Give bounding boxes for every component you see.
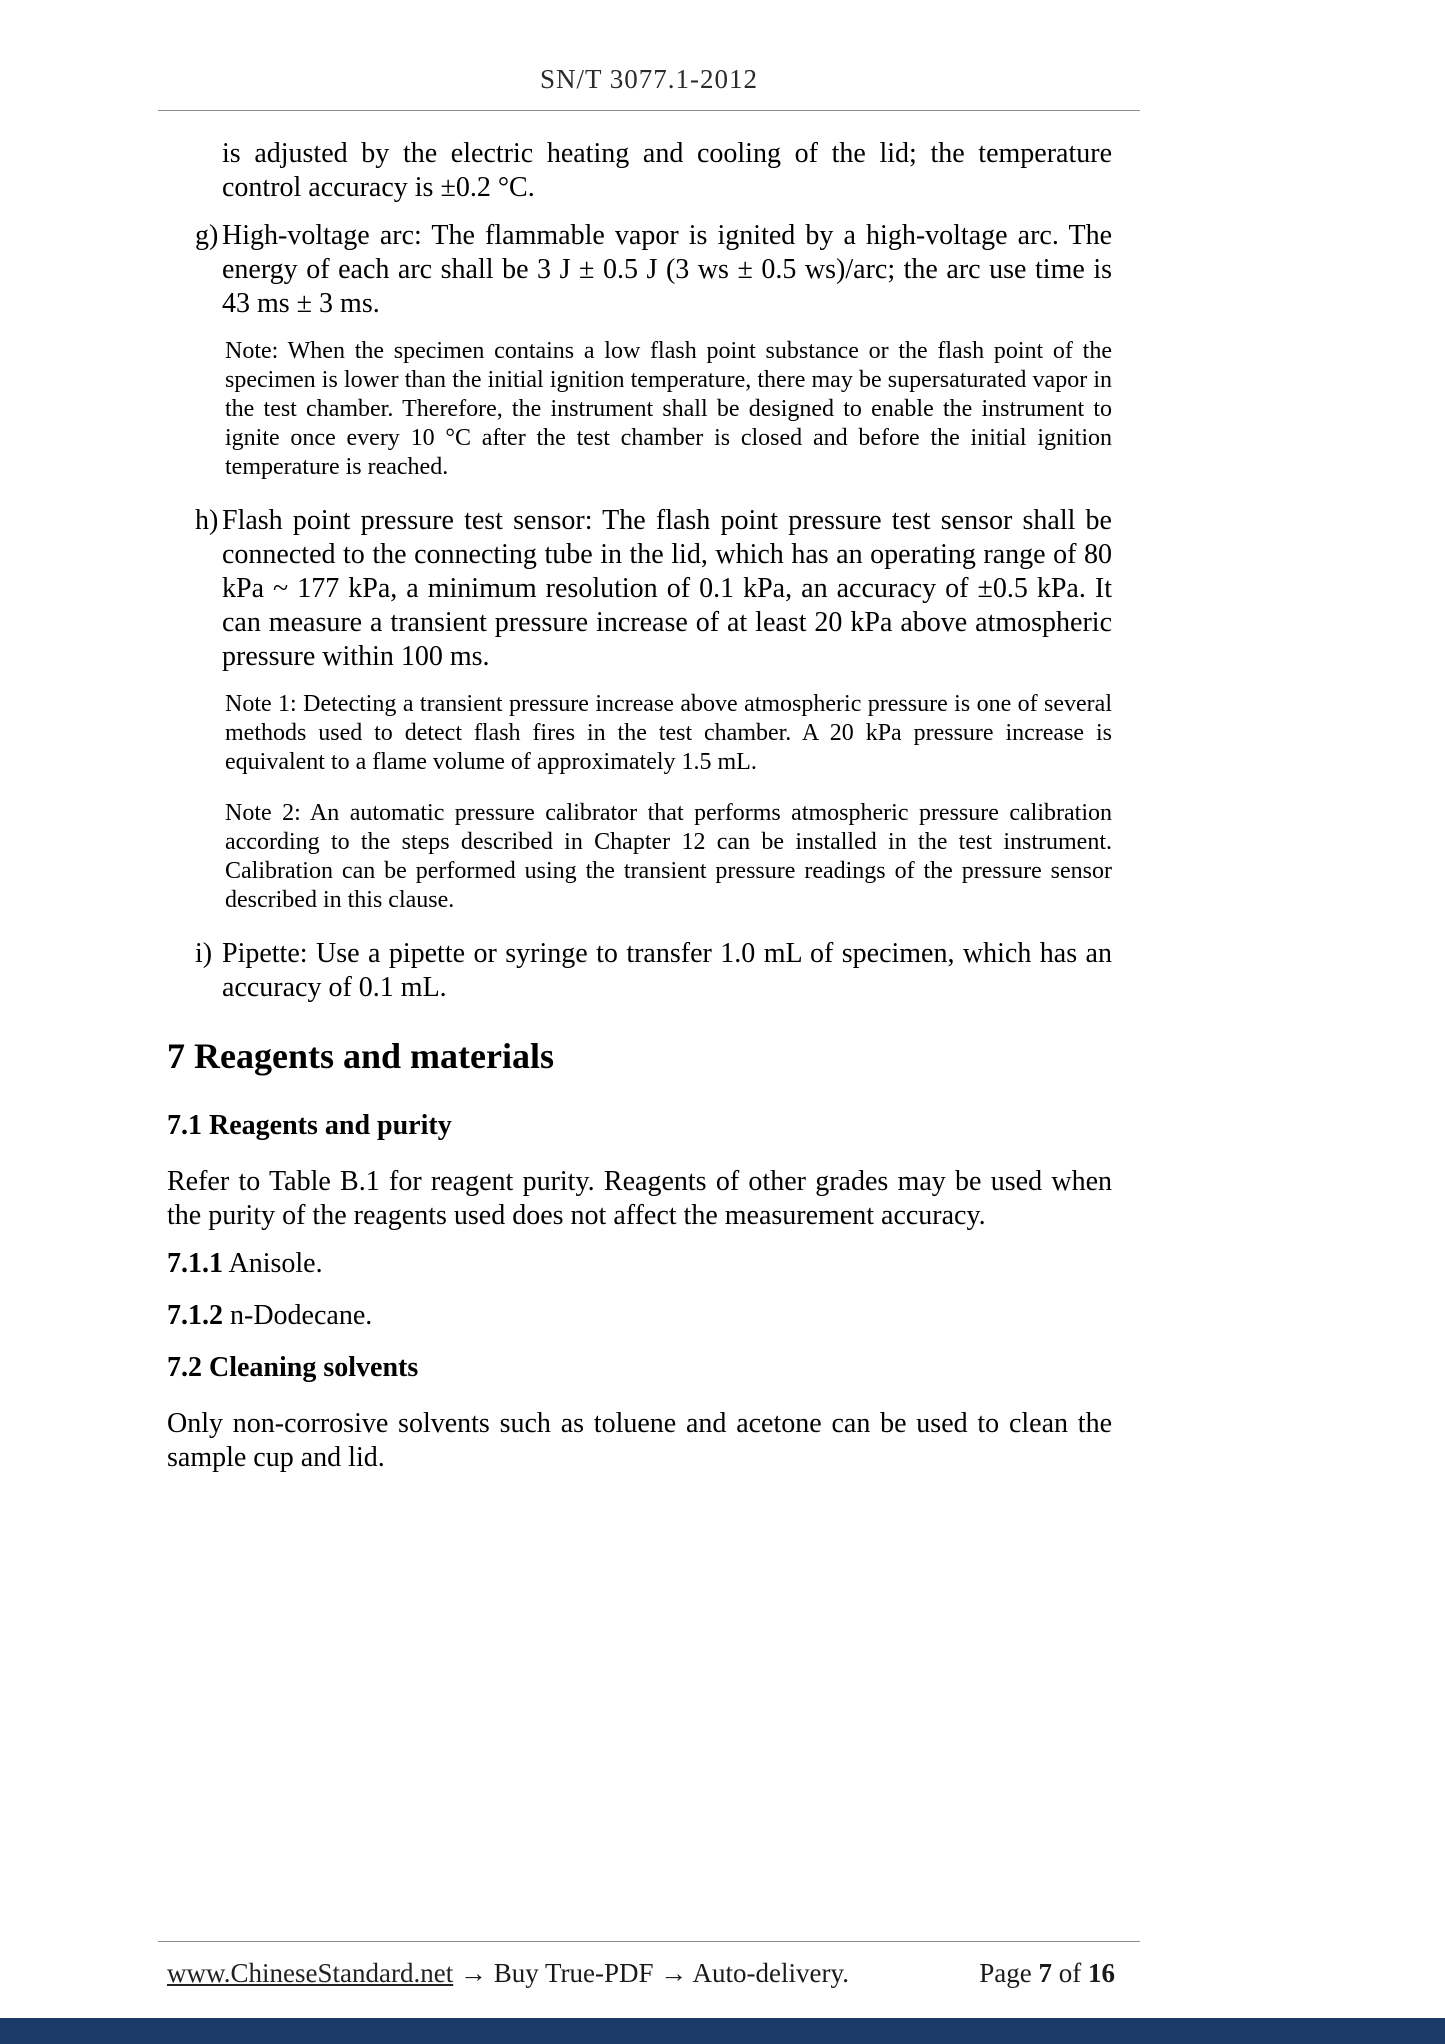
page-label: Page <box>979 1958 1032 1988</box>
list-text-i: Pipette: Use a pipette or syringe to transfer 1.0 mL of specimen, which has an accuracy of 0.1 mL. <box>222 938 1112 1003</box>
list-label-g: g) <box>195 220 219 251</box>
footer-link[interactable]: www.ChineseStandard.net <box>167 1958 454 1988</box>
arrow-right-icon: → <box>459 1958 487 1988</box>
page-footer <box>167 1958 1115 1989</box>
clause-number-7-1-2: 7.1.2 <box>167 1300 223 1331</box>
subsection-heading-7-2: 7.2 Cleaning solvents <box>167 1352 419 1383</box>
page-total: 16 <box>1088 1958 1115 1988</box>
footer-source-line <box>167 1958 849 1989</box>
section-heading-7: 7 Reagents and materials <box>167 1036 554 1076</box>
paragraph-7-1: Refer to Table B.1 for reagent purity. Reagents of other grades may be used when the purity of the reagents used does not affect the measurement accuracy. <box>167 1166 1112 1231</box>
document-body <box>167 111 1112 1475</box>
arrow-right-icon: → <box>660 1958 688 1988</box>
footer-delivery-text: Auto-delivery. <box>692 1958 849 1988</box>
of-label: of <box>1058 1958 1082 1988</box>
clause-7-1-2 <box>167 1299 1112 1333</box>
list-text-h: Flash point pressure test sensor: The flash point pressure test sensor shall be connected to the connecting tube in the lid, which has an operating range of 80 kPa ~ 177 kPa, a minimum resolution of 0.1 kPa, an accuracy of ±0.5 kPa. It can measure a transient pressure increase of at least 20 kPa above atmospheric pressure within 100 ms. <box>222 505 1112 672</box>
list-text-g: High-voltage arc: The flammable vapor is ignited by a high-voltage arc. The energy of each arc shall be 3 J ± 0.5 J (3 ws ± 0.5 ws)/arc; the arc use time is 43 ms ± 3 ms. <box>222 220 1112 319</box>
subsection-heading-7-1: 7.1 Reagents and purity <box>167 1110 452 1141</box>
clause-text-7-1-2: n-Dodecane. <box>230 1300 373 1331</box>
note-h-2: Note 2: An automatic pressure calibrator that performs atmospheric pressure calibration according to the steps described in Chapter 12 can be installed in the test instrument. Calibration can be performed using the transient pressure readings of the pressure sensor described in this clause. <box>225 800 1112 913</box>
list-item-i <box>167 937 1112 1005</box>
list-item-g <box>167 219 1112 321</box>
paragraph-intro: is adjusted by the electric heating and cooling of the lid; the temperature control accuracy is ±0.2 °C. <box>222 138 1112 203</box>
paragraph-7-2: Only non-corrosive solvents such as toluene and acetone can be used to clean the sample cup and lid. <box>167 1408 1112 1473</box>
bottom-accent-bar <box>0 2018 1445 2044</box>
list-item-h <box>167 504 1112 674</box>
list-label-i: i) <box>195 938 213 969</box>
note-h-1: Note 1: Detecting a transient pressure increase above atmospheric pressure is one of several methods used to detect flash fires in the test chamber. A 20 kPa pressure increase is equivalent to a flame volume of approximately 1.5 mL. <box>225 691 1112 775</box>
header-title: SN/T 3077.1-2012 <box>539 64 758 94</box>
note-g: Note: When the specimen contains a low flash point substance or the flash point of the specimen is lower than the initial ignition temperature, there may be supersaturated vapor in the test chamber. Therefore, the instrument shall be designed to enable the instrument to ignite once every 10 °C after the test chamber is closed and before the initial ignition temperature is reached. <box>225 338 1112 480</box>
page-indicator <box>979 1958 1115 1989</box>
list-label-h: h) <box>195 505 219 536</box>
clause-number-7-1-1: 7.1.1 <box>167 1248 223 1279</box>
footer-buy-text: Buy True-PDF <box>493 1958 654 1988</box>
page-number: 7 <box>1038 1958 1052 1988</box>
footer-divider <box>158 1941 1140 1942</box>
clause-text-7-1-1: Anisole. <box>228 1248 323 1279</box>
clause-7-1-1 <box>167 1247 1112 1281</box>
